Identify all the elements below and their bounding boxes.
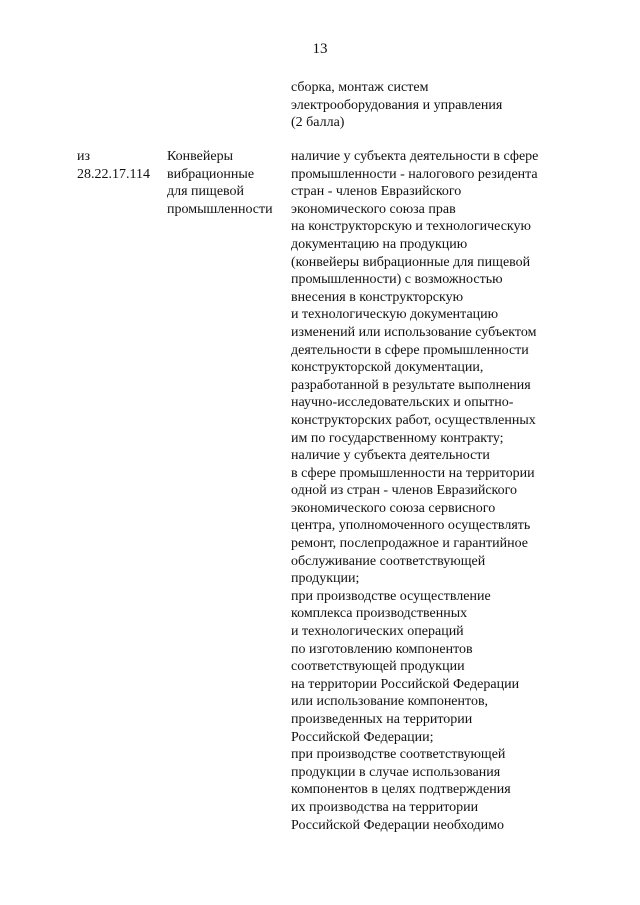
requirement-line: промышленности) с возможностью [291, 272, 503, 288]
requirements-cell [291, 148, 581, 834]
requirement-line: на территории Российской Федерации [291, 676, 520, 692]
requirement-line: наличие у субъекта деятельности [291, 448, 490, 464]
requirement-line: деятельности в сфере промышленности [291, 342, 529, 358]
requirement-line: одной из стран - членов Евразийского [291, 483, 518, 499]
product-name-line: Конвейеры [167, 149, 233, 164]
requirement-line: стран - членов Евразийского [291, 184, 462, 200]
requirement-line: экономического союза сервисного [291, 500, 496, 516]
requirement-line: изменений или использование субъектом [291, 324, 537, 340]
page-number: 13 [312, 41, 328, 57]
continuation-line: (2 балла) [291, 115, 345, 131]
requirement-line: и технологическую документацию [291, 307, 499, 323]
requirement-line: центра, уполномоченного осуществлять [291, 518, 531, 534]
requirement-line: комплекса производственных [291, 606, 468, 622]
requirement-line: конструкторских работ, осуществленных [291, 412, 536, 428]
requirement-line: и технологических операций [291, 624, 464, 640]
requirement-line: наличие у субъекта деятельности в сфере [291, 149, 539, 164]
requirement-line: Российской Федерации; [291, 729, 434, 745]
requirement-line: документацию на продукцию [291, 236, 468, 252]
requirement-line: экономического союза прав [291, 201, 456, 217]
requirement-line: по изготовлению компонентов [291, 641, 473, 657]
requirement-line: произведенных на территории [291, 712, 473, 727]
requirement-line: Российской Федерации необходимо [291, 817, 504, 833]
requirement-line: в сфере промышленности на территории [291, 465, 535, 481]
product-name-line: для пищевой [167, 184, 245, 200]
product-code-line: из [77, 149, 91, 164]
product-name-line: промышленности [167, 201, 273, 217]
requirement-line: разработанной в результате выполнения [291, 377, 531, 393]
product-name-line: вибрационные [167, 166, 255, 182]
requirement-line: ремонт, послепродажное и гарантийное [291, 536, 528, 552]
requirement-line: при производстве осуществление [291, 588, 491, 604]
requirement-line: им по государственному контракту; [291, 430, 504, 446]
product-name-cell [167, 148, 285, 218]
requirement-line: или использование компонентов, [291, 694, 489, 710]
continuation-text [291, 79, 581, 132]
product-code-line: 28.22.17.114 [77, 166, 150, 182]
requirement-line: продукции в случае использования [291, 764, 501, 780]
requirement-line: научно-исследовательских и опытно- [291, 395, 514, 411]
product-code-cell [77, 148, 162, 183]
requirement-line: их производства на территории [291, 799, 479, 815]
continuation-line: электрооборудования и управления [291, 97, 503, 113]
requirement-line: промышленности - налогового резидента [291, 166, 538, 182]
requirement-line: продукции; [291, 571, 360, 587]
requirement-line: внесения в конструкторскую [291, 289, 464, 305]
requirement-line: на конструкторскую и технологическую [291, 219, 531, 235]
requirement-line: (конвейеры вибрационные для пищевой [291, 254, 531, 270]
requirement-line: при производстве соответствующей [291, 747, 506, 763]
continuation-line: сборка, монтаж систем [291, 80, 429, 95]
requirement-line: соответствующей продукции [291, 659, 465, 675]
requirement-line: обслуживание соответствующей [291, 553, 486, 569]
requirement-line: конструкторской документации, [291, 360, 484, 376]
requirement-line: компонентов в целях подтверждения [291, 782, 511, 798]
